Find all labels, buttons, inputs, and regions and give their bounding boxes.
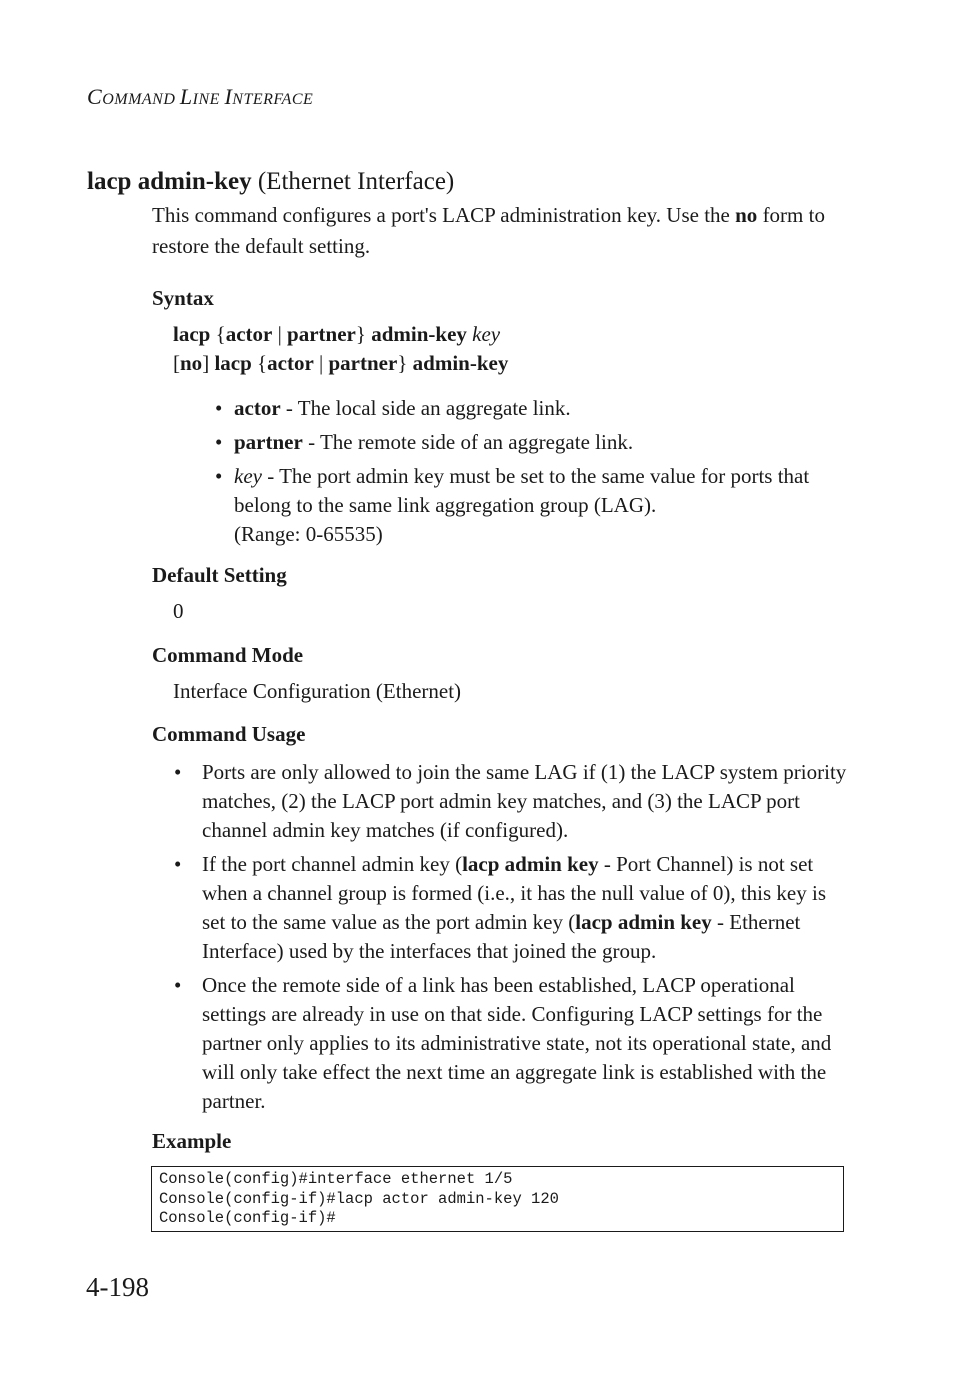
parameter-list: [214, 394, 854, 554]
running-header: [87, 84, 313, 110]
list-item: • partner - The remote side of an aggregate link.: [214, 428, 854, 457]
code-line: Console(config-if)#: [159, 1209, 336, 1227]
syntax-line-2: [no] lacp {actor | partner} admin-key: [173, 351, 509, 375]
bullet-icon: •: [215, 430, 223, 454]
list-item: • key - The port admin key must be set to the same value for ports that belong to the same link aggregation group (LAG). (Range: 0-65535): [215, 464, 810, 546]
command-usage-heading: Command Usage: [152, 722, 306, 746]
code-line: Console(config-if)#lacp actor admin-key 120: [159, 1189, 559, 1208]
bullet-icon: •: [174, 852, 182, 876]
command-mode-heading: Command Mode: [152, 643, 304, 667]
default-setting-value: 0: [173, 599, 184, 623]
section-title: [87, 168, 454, 196]
command-context: (Ethernet Interface): [251, 168, 455, 195]
code-line: Console(config)#interface ethernet 1/5: [159, 1170, 513, 1188]
code-example: [151, 1166, 844, 1232]
header-word-1: COMMAND: [87, 84, 180, 109]
header-word-3: INTERFACE: [224, 84, 314, 109]
intro-paragraph: This command configures a port's LACP administration key. Use the no form to restore the default setting.: [152, 203, 825, 258]
bullet-icon: •: [215, 396, 223, 420]
page-number: 4-198: [86, 1272, 149, 1302]
bullet-icon: •: [174, 760, 182, 784]
default-setting-heading: Default Setting: [152, 563, 287, 587]
syntax-line-1: lacp {actor | partner} admin-key key: [173, 322, 501, 346]
command-mode-value: Interface Configuration (Ethernet): [173, 679, 462, 703]
usage-list: [172, 758, 852, 1121]
list-item: • Once the remote side of a link has been established, LACP operational settings are already in use on that side. Configuring LACP settings for the partner only applies to its administrative state, not its operational state, and will only take effect the next time an aggregate link is established with the partner.: [174, 973, 832, 1113]
example-heading: Example: [152, 1129, 232, 1153]
bullet-icon: •: [174, 973, 182, 997]
bullet-icon: •: [215, 464, 223, 488]
command-name: lacp admin-key: [87, 168, 252, 195]
syntax-heading: Syntax: [152, 286, 214, 310]
list-item: • If the port channel admin key (lacp admin key - Port Channel) is not set when a channel group is formed (i.e., it has the null value of 0), this key is set to the same value as the port admin key (lacp admin key - Ethernet Interface) used by the interfaces that joined the group.: [174, 852, 827, 963]
range-note: (Range: 0-65535): [234, 522, 383, 546]
list-item: • Ports are only allowed to join the same LAG if (1) the LACP system priority matches, (2) the LACP port admin key matches, and (3) the LACP port channel admin key matches (if configured).: [174, 760, 847, 842]
list-item: • actor - The local side an aggregate link.: [214, 394, 854, 423]
header-word-2: LINE: [179, 84, 225, 109]
